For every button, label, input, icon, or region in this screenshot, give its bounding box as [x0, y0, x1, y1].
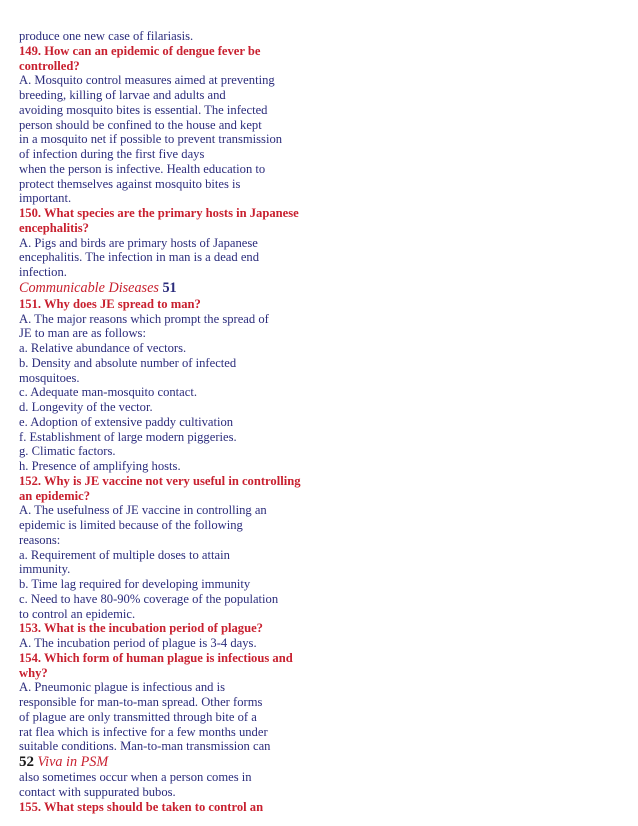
- answer-line: A. Pigs and birds are primary hosts of Japanese: [19, 235, 258, 250]
- answer-line: e. Adoption of extensive paddy cultivation: [19, 414, 234, 429]
- answer-line: suitable conditions. Man-to-man transmission can: [19, 739, 271, 754]
- answer-line: avoiding mosquito bites is essential. The infected: [19, 102, 268, 117]
- answer-line: protect themselves against mosquito bites is: [19, 176, 241, 191]
- answer-line: c. Adequate man-mosquito contact.: [19, 385, 198, 400]
- answer-line: breeding, killing of larvae and adults and: [19, 88, 226, 102]
- question-line: 152. Why is JE vaccine not very useful in controlling: [19, 473, 301, 488]
- answer-line: contact with suppurated bubos.: [19, 784, 176, 799]
- page-number: 52: [19, 754, 34, 770]
- answer-line: when the person is infective. Health education to: [19, 161, 266, 176]
- answer-line: infection.: [19, 265, 67, 279]
- question-line: 155. What steps should be taken to control an: [19, 799, 264, 814]
- running-header: [19, 754, 619, 770]
- answer-line: c. Need to have 80-90% coverage of the population: [19, 591, 279, 606]
- running-header-title: Communicable Diseases: [19, 279, 159, 296]
- question-line: why?: [19, 665, 48, 680]
- answer-line: mosquitoes.: [19, 370, 80, 385]
- answer-line: immunity.: [19, 562, 71, 577]
- answer-line: b. Time lag required for developing immunity: [19, 577, 251, 591]
- answer-line: d. Longevity of the vector.: [19, 400, 153, 414]
- question-line: 154. Which form of human plague is infectious and: [19, 650, 293, 665]
- answer-line: A. The major reasons which prompt the spread of: [19, 311, 269, 326]
- answer-line: also sometimes occur when a person comes in: [19, 770, 252, 784]
- question-line: 151. Why does JE spread to man?: [19, 296, 201, 311]
- answer-line: of infection during the first five days: [19, 147, 205, 161]
- answer-line: A. Pneumonic plague is infectious and is: [19, 680, 226, 695]
- page-number: 51: [162, 279, 177, 296]
- answer-line: reasons:: [19, 532, 61, 547]
- answer-line: encephalitis. The infection in man is a dead end: [19, 250, 260, 265]
- question-line: 153. What is the incubation period of plague?: [19, 621, 263, 636]
- question-line: 150. What species are the primary hosts in Japanese: [19, 206, 299, 220]
- answer-line: a. Relative abundance of vectors.: [19, 341, 187, 355]
- answer-line: b. Density and absolute number of infected: [19, 355, 237, 370]
- answer-line: to control an epidemic.: [19, 606, 136, 621]
- answer-line: JE to man are as follows:: [19, 326, 146, 341]
- question-line: 149. How can an epidemic of dengue fever be: [19, 43, 261, 58]
- answer-line: g. Climatic factors.: [19, 444, 116, 459]
- question-line: encephalitis?: [19, 220, 89, 235]
- answer-line: important.: [19, 191, 72, 206]
- answer-line: epidemic is limited because of the following: [19, 518, 243, 532]
- question-line: controlled?: [19, 58, 80, 73]
- question-line: an epidemic?: [19, 488, 91, 503]
- document-page: [19, 29, 619, 814]
- running-header-title: Viva in PSM: [37, 754, 109, 770]
- answer-line: A. The usefulness of JE vaccine in controlling an: [19, 503, 267, 518]
- answer-line: person should be confined to the house and kept: [19, 117, 262, 132]
- answer-line: A. Mosquito control measures aimed at preventing: [19, 73, 275, 88]
- answer-line: of plague are only transmitted through bite of a: [19, 709, 257, 724]
- answer-line: rat flea which is infective for a few months under: [19, 724, 268, 739]
- running-header: [19, 280, 619, 297]
- answer-line: a. Requirement of multiple doses to attain: [19, 547, 230, 562]
- answer-line: produce one new case of filariasis.: [19, 29, 194, 43]
- answer-line: h. Presence of amplifying hosts.: [19, 459, 181, 473]
- answer-line: A. The incubation period of plague is 3-4 days.: [19, 636, 257, 650]
- answer-line: responsible for man-to-man spread. Other forms: [19, 695, 263, 709]
- answer-line: f. Establishment of large modern piggeries.: [19, 429, 237, 444]
- answer-line: in a mosquito net if possible to prevent transmission: [19, 132, 283, 147]
